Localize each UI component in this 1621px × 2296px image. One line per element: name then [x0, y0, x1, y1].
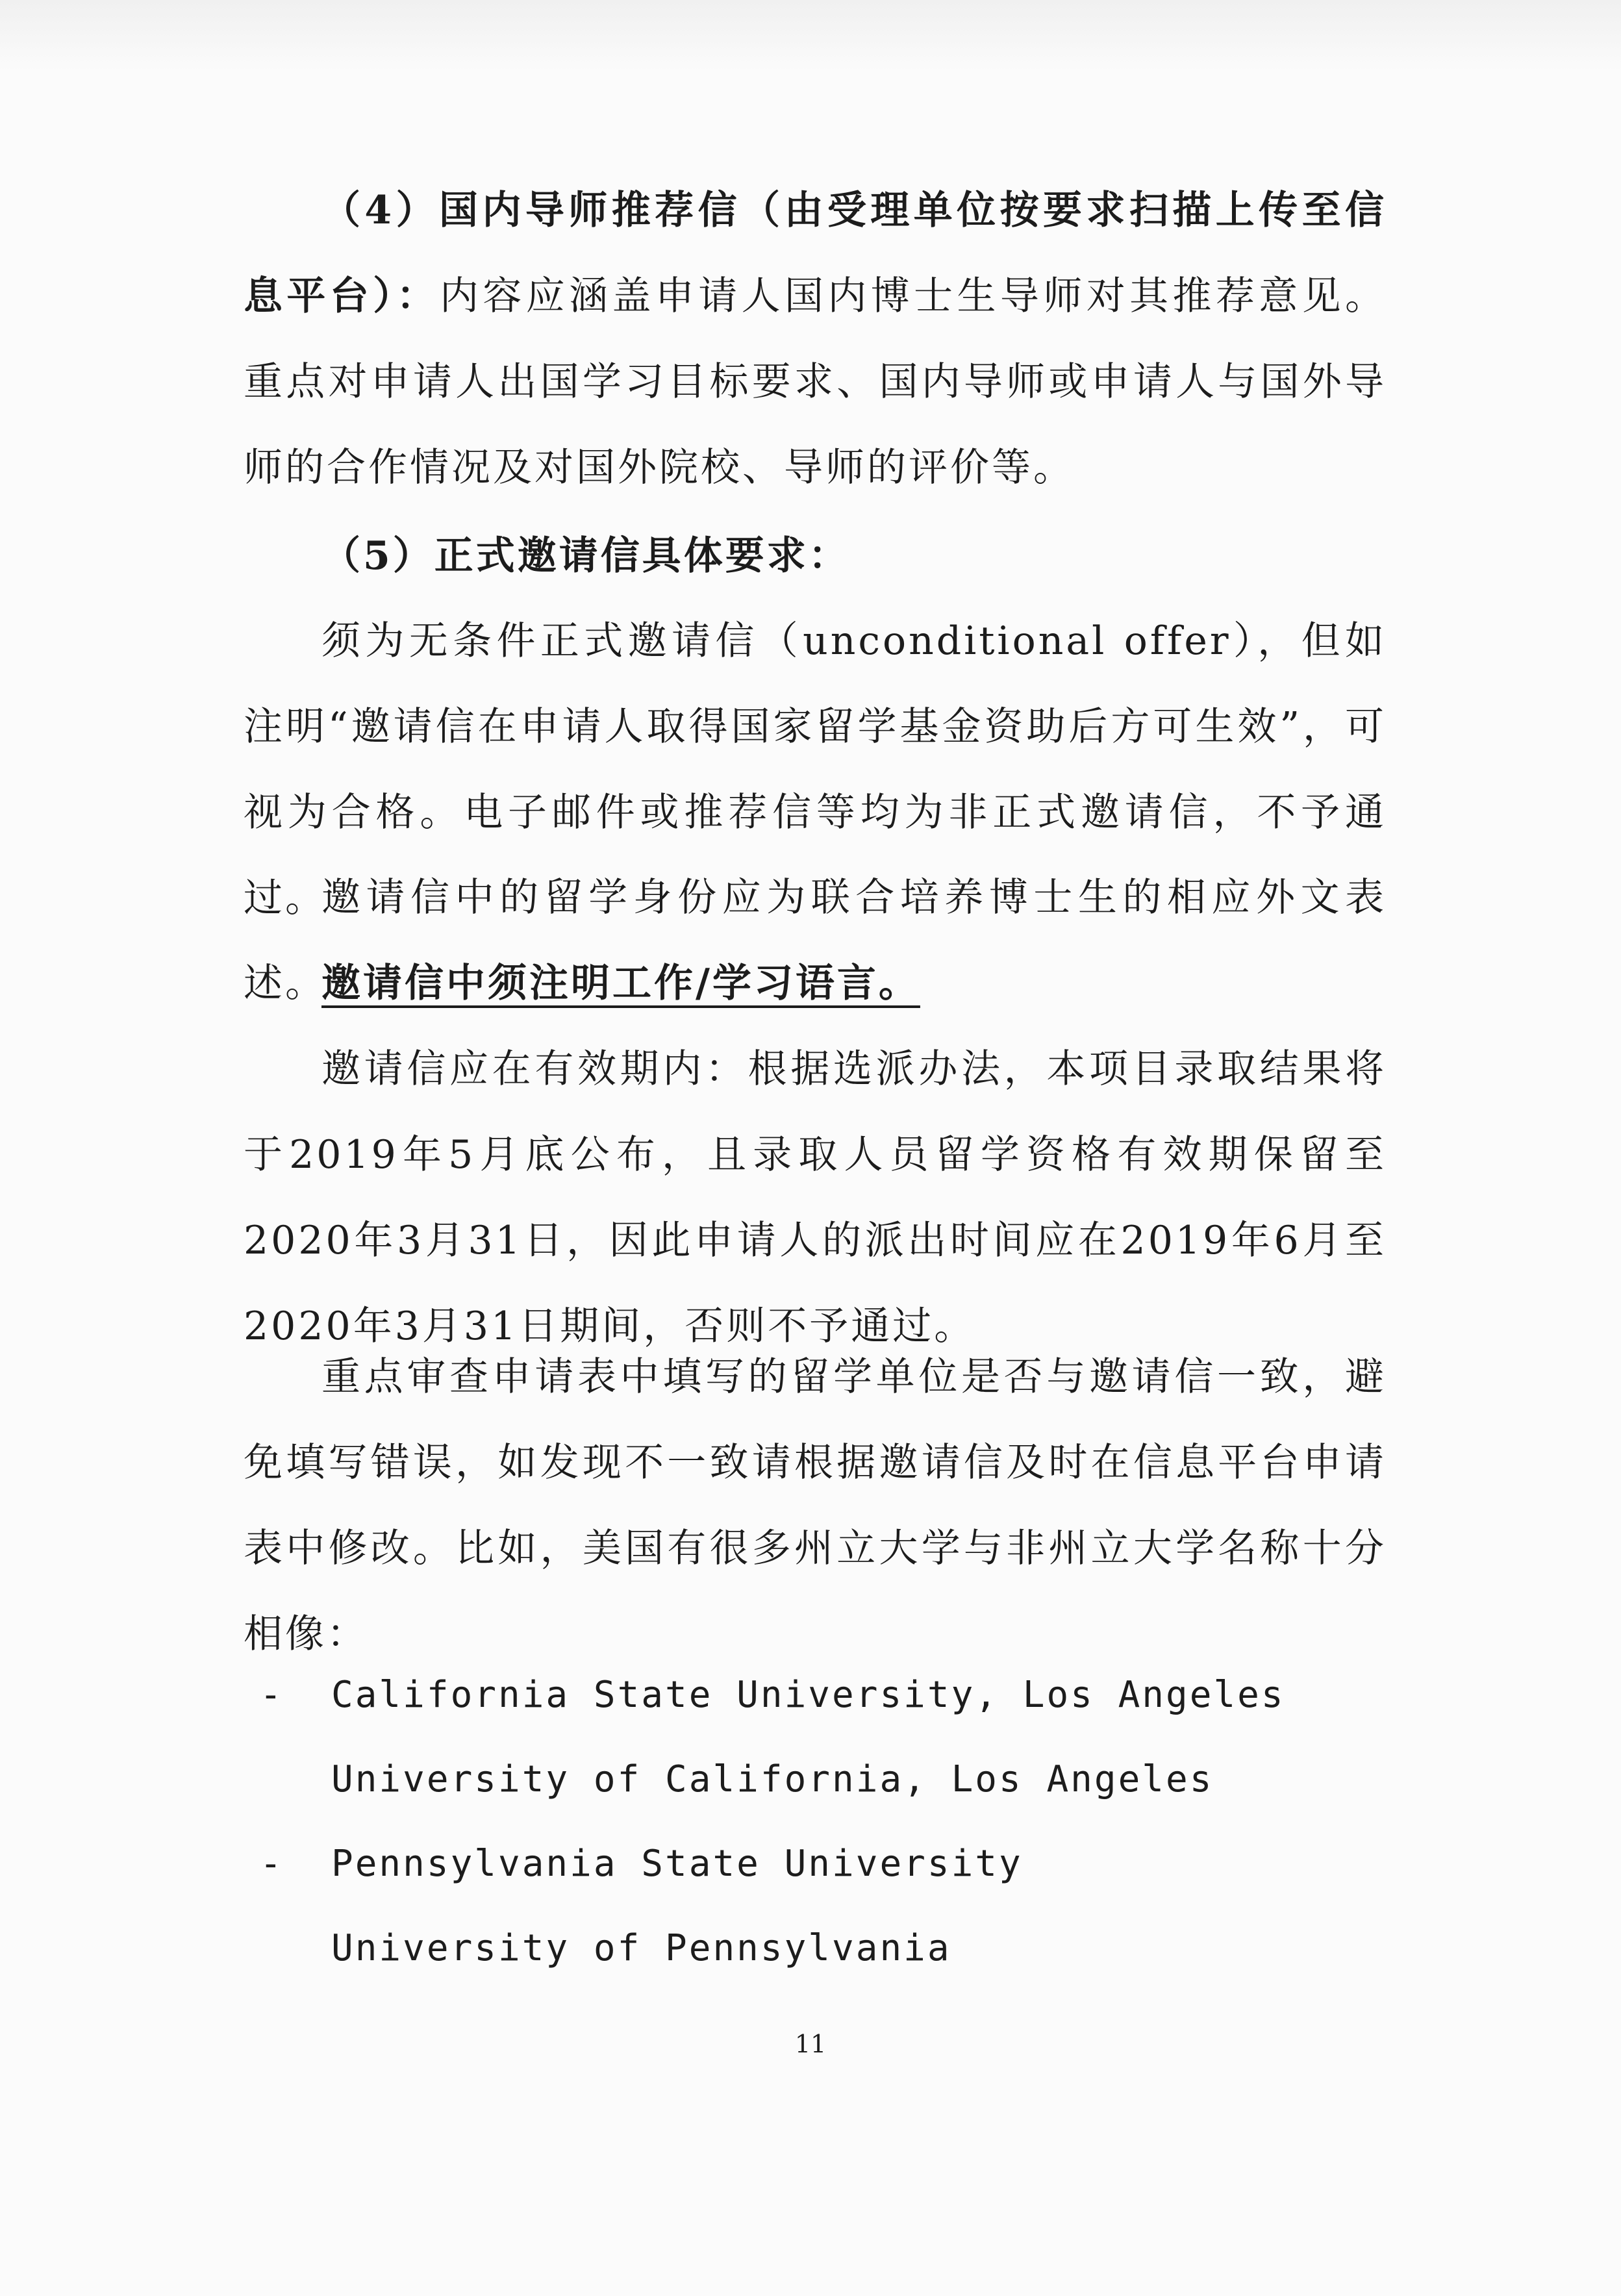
section-4-heading: （4）国内导师推荐信（由受理单位按要求扫描上传至信息平台）： — [244, 188, 1387, 319]
example-item-2-alt: University of Pennsylvania — [331, 1927, 951, 1969]
section-5-heading: （5）正式邀请信具体要求： — [321, 533, 850, 579]
university-name: Pennsylvania State University — [331, 1843, 1023, 1885]
example-item-1 — [260, 1674, 1285, 1716]
section-4-paragraph — [244, 168, 1387, 511]
section-5-paragraph-3 — [244, 940, 1387, 1026]
example-item-2 — [260, 1843, 1023, 1885]
language-requirement: 邀请信中须注明工作/学习语言。 — [321, 961, 920, 1006]
section-5-paragraph-5: 重点审查申请表中填写的留学单位是否与邀请信一致，避免填写错误，如发现不一致请根据邀请信及时在信息平台申请表中修改。比如，美国有很多州立大学与非州立大学名称十分相像： — [244, 1354, 1387, 1657]
section-4-body: 内容应涵盖申请人国内博士生导师对其推荐意见。重点对申请人出国学习目标要求、国内导师或申请人与国外导师的合作情况及对国外院校、导师的评价等。 — [244, 273, 1387, 490]
list-dash: - — [260, 1674, 284, 1716]
list-dash: - — [260, 1843, 284, 1885]
section-5-paragraph-1: 须为无条件正式邀请信（unconditional offer），但如注明“邀请信在申请人取得国家留学基金资助后方可生效”，可视为合格。电子邮件或推荐信等均为非正式邀请信，不予通过。 — [244, 618, 1387, 921]
university-name: California State University, Los Angeles — [331, 1674, 1285, 1716]
scan-shadow — [0, 0, 1621, 71]
example-item-1-alt: University of California, Los Angeles — [331, 1758, 1214, 1800]
section-5-paragraph-4: 邀请信应在有效期内：根据选派办法，本项目录取结果将于2019年5月底公布，且录取人员留学资格有效期保留至2020年3月31日，因此申请人的派出时间应在2019年6月至2020年3月31日期间，否则不予通过。 — [244, 1046, 1387, 1349]
section-5-paragraph-2: 邀请信中的留学身份应为联合培养博士生的相应外文表述。 — [244, 875, 1387, 1006]
page-number: 11 — [794, 2030, 827, 2058]
